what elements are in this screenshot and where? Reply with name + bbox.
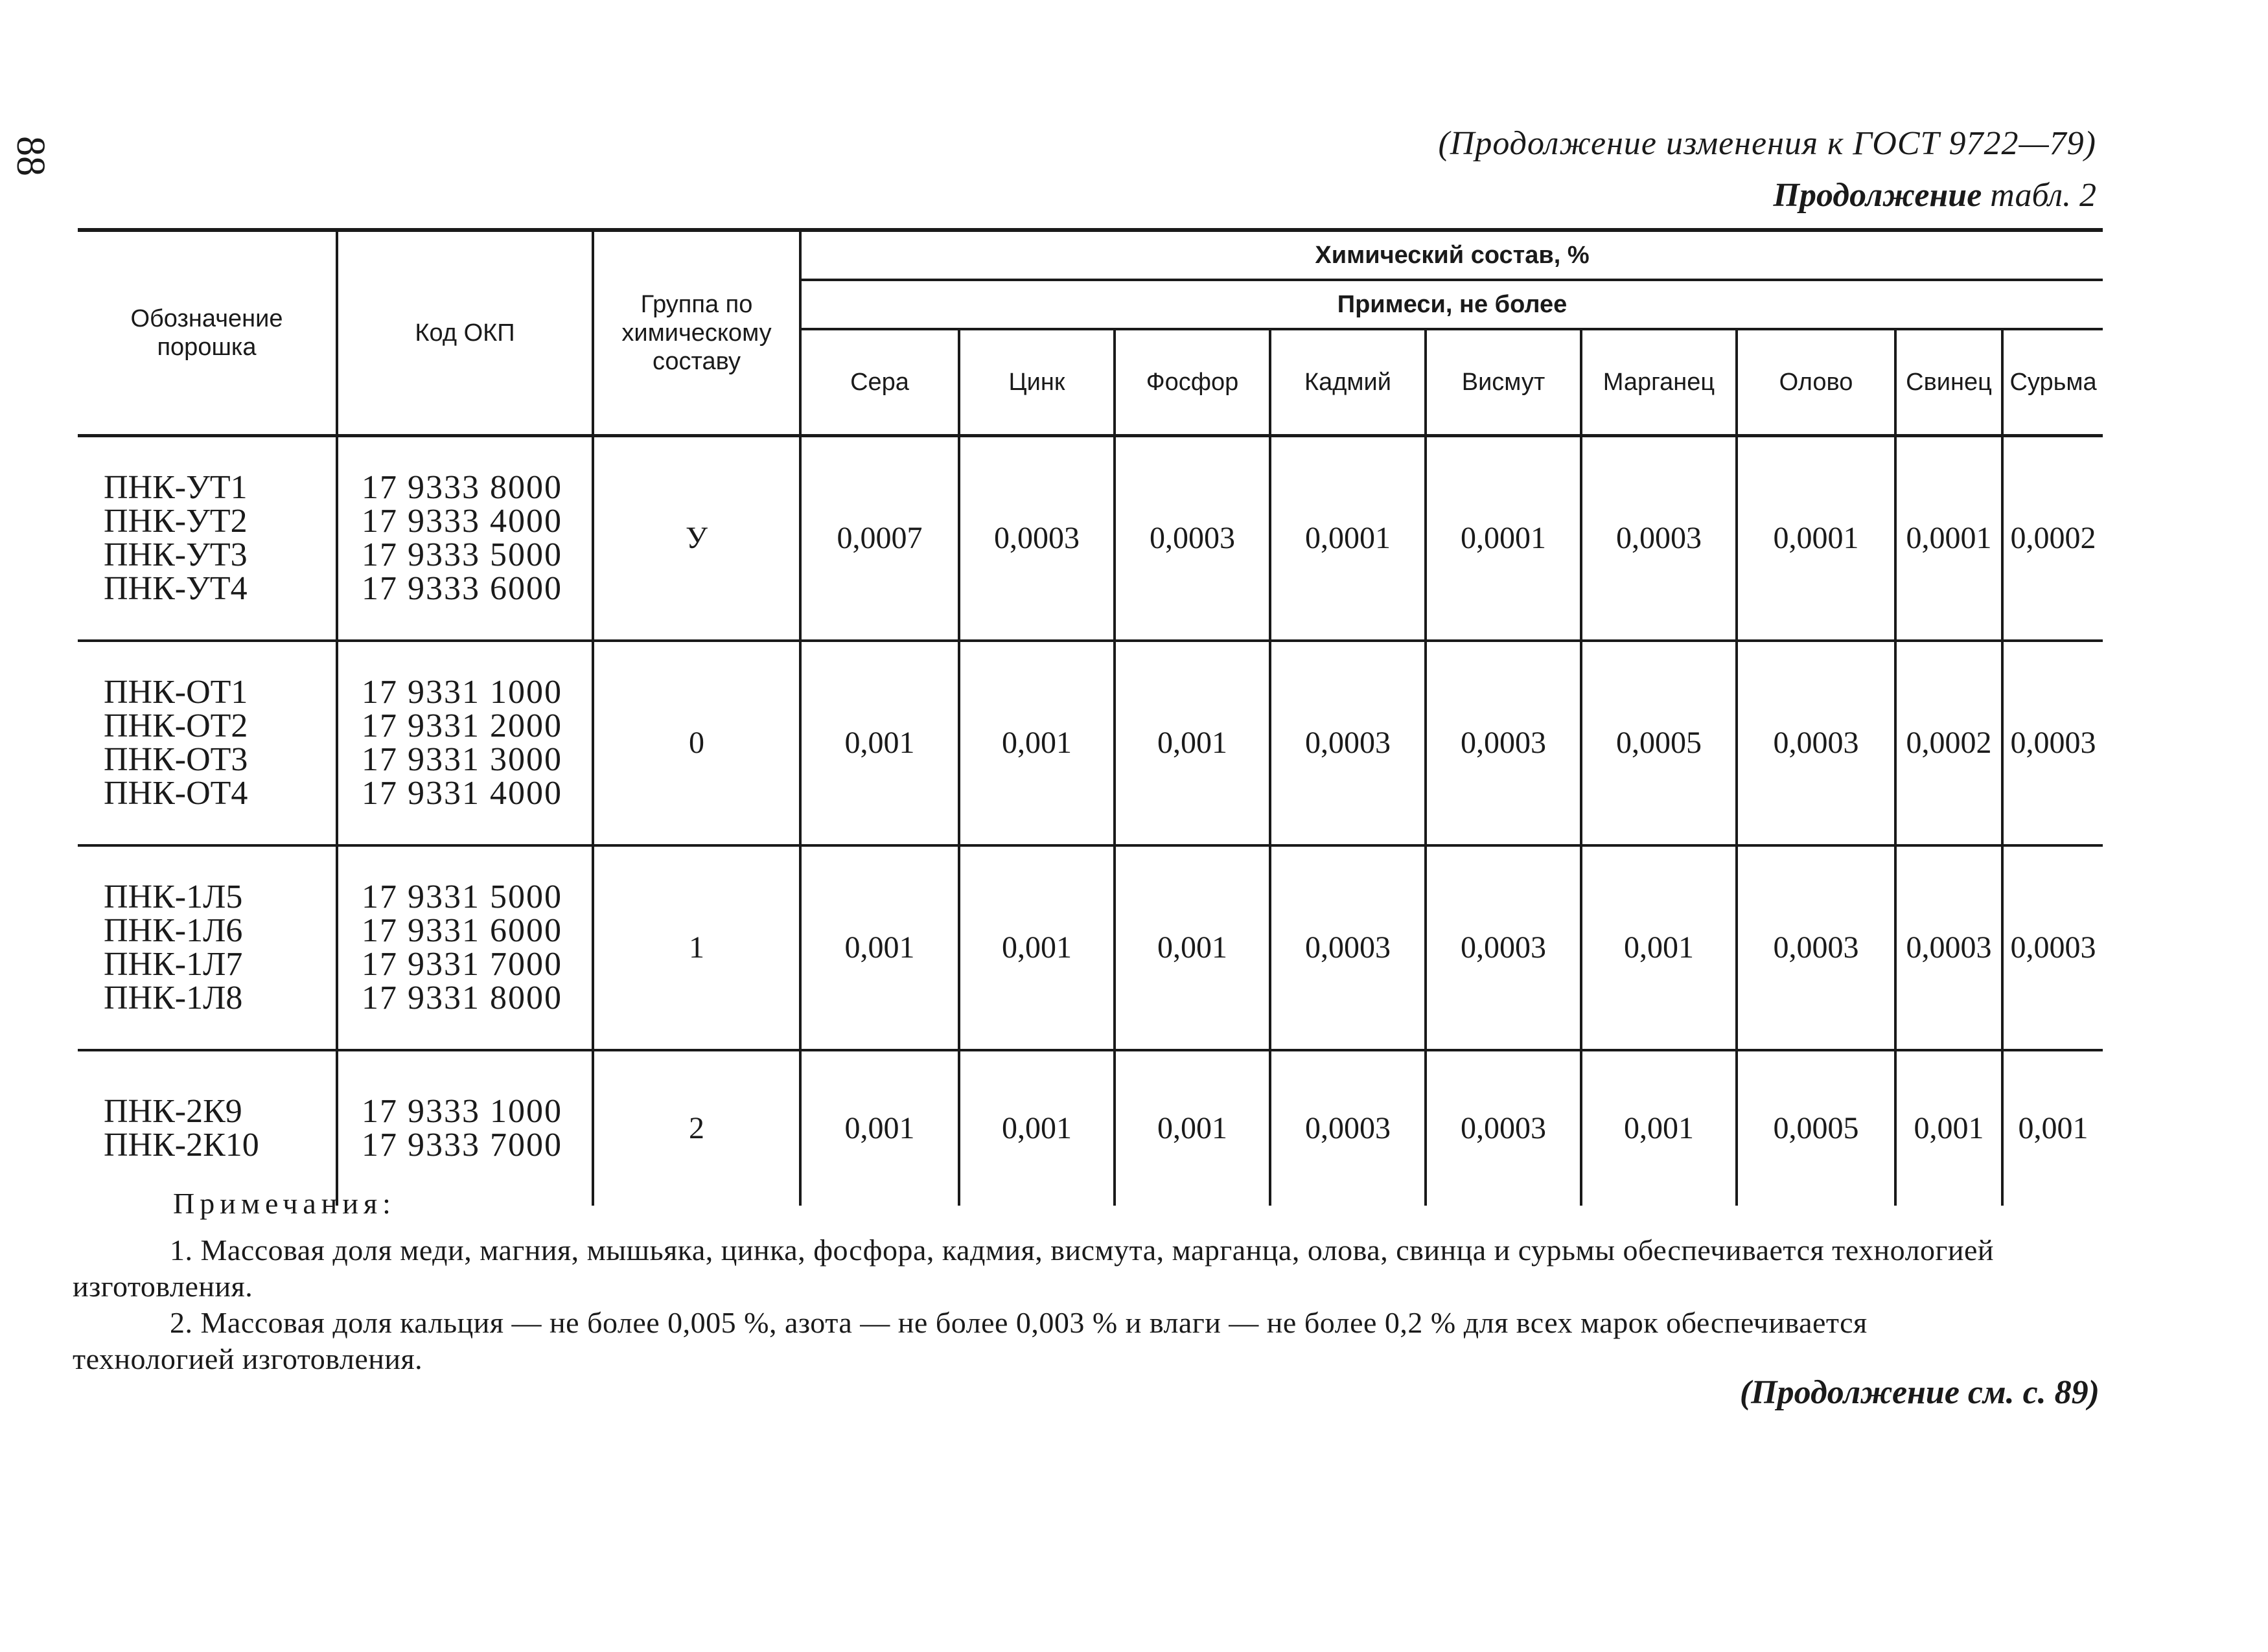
impurity-value: 0,001 [1581, 1050, 1737, 1206]
notes-title: Примечания: [173, 1187, 396, 1220]
okp-codes: 17 9331 5000 17 9331 6000 17 9331 7000 17 9331 8000 [337, 845, 593, 1050]
header-element: Олово [1737, 329, 1895, 436]
impurity-value: 0,001 [800, 1050, 959, 1206]
table-row [78, 845, 2103, 1050]
continuation-note: (Продолжение см. с. 89) [1739, 1374, 2100, 1411]
okp-codes: 17 9333 8000 17 9333 4000 17 9333 5000 17 9333 6000 [337, 436, 593, 641]
impurity-value: 0,001 [959, 845, 1115, 1050]
impurity-value: 0,0002 [1895, 641, 2002, 845]
table-row [78, 1050, 2103, 1206]
impurity-value: 0,0003 [2002, 845, 2103, 1050]
impurity-value: 0,0003 [1270, 641, 1426, 845]
impurity-value: 0,0005 [1581, 641, 1737, 845]
impurity-value: 0,001 [2002, 1050, 2103, 1206]
note-item: 2. Массовая доля кальция — не более 0,005 %, азота — не более 0,003 % и влаги — не более 0,2 % для всех марок обеспечивается технологией изготовления. [73, 1306, 1868, 1375]
amendment-header: (Продолжение изменения к ГОСТ 9722—79) [1438, 125, 2096, 162]
table-row [78, 641, 2103, 845]
header-element: Сурьма [2009, 369, 2097, 396]
note-item: 1. Массовая доля меди, магния, мышьяка, цинка, фосфора, кадмия, висмута, марганца, олова, свинца и сурьмы обеспечивается технологией изготовления. [73, 1233, 1995, 1303]
impurity-value: 0,0003 [1737, 845, 1895, 1050]
impurity-value: 0,0003 [1270, 1050, 1426, 1206]
table-caption [1774, 176, 2096, 214]
header-group: Группа по химическому составу [593, 230, 800, 436]
impurity-value: 0,0003 [1426, 1050, 1581, 1206]
header-element: Цинк [959, 329, 1115, 436]
powder-designations: ПНК-УТ1 ПНК-УТ2 ПНК-УТ3 ПНК-УТ4 [78, 436, 337, 641]
header-element: Свинец [1895, 329, 2002, 436]
impurity-value: 0,0003 [1426, 641, 1581, 845]
impurity-value: 0,0003 [1895, 845, 2002, 1050]
impurity-value: 0,0005 [1737, 1050, 1895, 1206]
powder-designations: ПНК-1Л5 ПНК-1Л6 ПНК-1Л7 ПНК-1Л8 [78, 845, 337, 1050]
table-row [78, 436, 2103, 641]
impurity-value: 0,0007 [800, 436, 959, 641]
powder-designations: ПНК-2К9 ПНК-2К10 [78, 1050, 337, 1206]
impurity-value: 0,001 [1115, 641, 1270, 845]
impurity-value: 0,0003 [1115, 436, 1270, 641]
impurity-value: 0,001 [959, 1050, 1115, 1206]
table-caption-rest: табл. 2 [1990, 177, 2096, 214]
header-chemical-composition: Химический состав, % [800, 230, 2103, 280]
chemical-composition-table [78, 228, 2103, 1206]
impurity-value: 0,0003 [1426, 845, 1581, 1050]
chemical-group: 2 [593, 1050, 800, 1206]
impurity-value: 0,0003 [1270, 845, 1426, 1050]
header-element: Фосфор [1115, 329, 1270, 436]
powder-designations: ПНК-ОТ1 ПНК-ОТ2 ПНК-ОТ3 ПНК-ОТ4 [78, 641, 337, 845]
header-element: Висмут [1426, 329, 1581, 436]
impurity-value: 0,001 [800, 845, 959, 1050]
okp-codes: 17 9331 1000 17 9331 2000 17 9331 3000 17 9331 4000 [337, 641, 593, 845]
impurity-value: 0,0001 [1270, 436, 1426, 641]
notes-section [73, 1186, 2017, 1377]
header-impurities: Примеси, не более [800, 280, 2103, 329]
impurity-value: 0,0003 [2002, 641, 2103, 845]
impurity-value: 0,0002 [2010, 520, 2096, 555]
impurity-value: 0,0001 [1426, 436, 1581, 641]
impurity-value: 0,001 [800, 641, 959, 845]
impurity-value: 0,0003 [1581, 436, 1737, 641]
impurity-value: 0,001 [1895, 1050, 2002, 1206]
chemical-group: 1 [593, 845, 800, 1050]
header-element: Кадмий [1270, 329, 1426, 436]
header-element: Марганец [1581, 329, 1737, 436]
header-okp-code: Код ОКП [337, 230, 593, 436]
impurity-value: 0,001 [1115, 845, 1270, 1050]
chemical-group: У [593, 436, 800, 641]
page-number: 88 [8, 136, 52, 176]
header-designation: Обозначение порошка [78, 230, 337, 436]
impurity-value: 0,001 [1115, 1050, 1270, 1206]
impurity-value: 0,001 [959, 641, 1115, 845]
impurity-value: 0,0001 [1895, 436, 2002, 641]
impurity-value: 0,0001 [1737, 436, 1895, 641]
okp-codes: 17 9333 1000 17 9333 7000 [337, 1050, 593, 1206]
chemical-group: 0 [593, 641, 800, 845]
impurity-value: 0,0003 [1737, 641, 1895, 845]
header-element: Сера [800, 329, 959, 436]
impurity-value: 0,0003 [959, 436, 1115, 641]
table-caption-bold: Продолжение [1773, 177, 1982, 214]
impurity-value: 0,001 [1581, 845, 1737, 1050]
